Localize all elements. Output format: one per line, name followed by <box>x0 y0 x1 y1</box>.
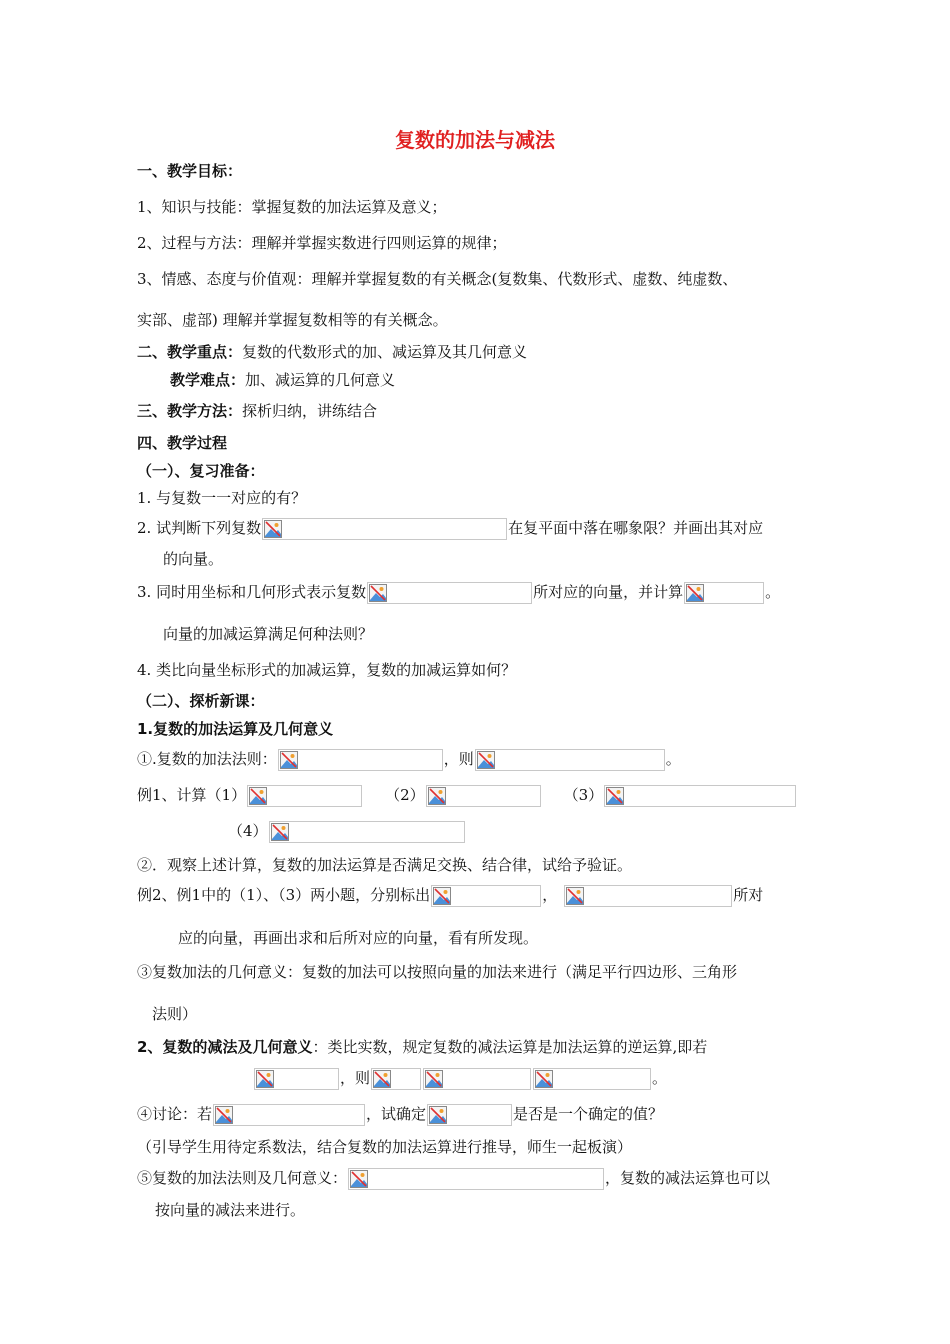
document-title: 复数的加法与减法 <box>395 128 555 152</box>
section-1-heading: 一、教学目标： <box>137 162 243 180</box>
broken-image-icon <box>423 1068 531 1090</box>
subtraction-formula-line <box>253 1067 667 1090</box>
broken-image-icon <box>278 749 443 771</box>
objective-3-cont: 实部、虚部) 理解并掌握复数相等的有关概念。 <box>137 311 448 329</box>
broken-image-icon <box>269 821 465 843</box>
subtraction-text-b: ，则 <box>340 1069 371 1087</box>
review-q3-cont: 向量的加减运算满足何种法则？ <box>163 625 374 643</box>
broken-image-icon <box>564 885 732 907</box>
subtraction-line <box>137 1036 707 1058</box>
key-point-text: 复数的代数形式的加、减运算及其几何意义 <box>242 343 528 361</box>
addition-heading: 1.复数的加法运算及几何意义 <box>137 720 334 738</box>
objective-2: 2、过程与方法：理解并掌握实数进行四则运算的规律； <box>137 234 507 252</box>
example-2-line <box>137 884 763 907</box>
guidance-line: （引导学生用待定系数法，结合复数的加法运算进行推导，师生一起板演） <box>137 1138 633 1156</box>
broken-image-icon <box>431 885 541 907</box>
rule5-text-a: ⑤复数的加法法则及几何意义： <box>137 1169 348 1187</box>
subtraction-rule-cont: 按向量的减法来进行。 <box>155 1201 306 1219</box>
rule1-text-b: ，则 <box>443 750 474 768</box>
review-q2 <box>137 517 763 540</box>
ex2-text-c: 所对 <box>733 886 764 904</box>
new-lesson-heading: （二）、探析新课： <box>137 692 265 710</box>
key-point-label: 二、教学重点： <box>137 343 243 361</box>
addition-rule <box>137 748 681 771</box>
method-text: 探析归纳，讲练结合 <box>242 402 378 420</box>
broken-image-icon <box>213 1104 365 1126</box>
example-1-line <box>137 784 797 807</box>
discussion-text-b: ，试确定 <box>366 1105 427 1123</box>
q3-text-c: 。 <box>765 583 781 601</box>
example-1-part-4 <box>228 820 466 843</box>
method-label: 三、教学方法： <box>137 402 243 420</box>
discussion-text-a: ④讨论：若 <box>137 1105 213 1123</box>
key-point-line <box>137 341 527 363</box>
broken-image-icon <box>367 582 532 604</box>
example-2-cont: 应的向量，再画出求和后所对应的向量，看有所发现。 <box>178 929 539 947</box>
subtraction-text-c: 。 <box>652 1069 668 1087</box>
q2-text-b: 在复平面中落在哪象限？并画出其对应 <box>508 519 764 537</box>
difficulty-label: 教学难点： <box>170 371 246 389</box>
review-q2-cont: 的向量。 <box>163 550 224 568</box>
broken-image-icon <box>247 785 362 807</box>
review-heading: （一）、复习准备： <box>137 462 265 480</box>
q3-text-a: 3. 同时用坐标和几何形式表示复数 <box>137 583 367 601</box>
objective-1: 1、知识与技能：掌握复数的加法运算及意义； <box>137 198 447 216</box>
subtraction-rule-line <box>137 1167 770 1190</box>
rule5-text-b: ，复数的减法运算也可以 <box>605 1169 771 1187</box>
difficulty-line <box>170 369 395 391</box>
observation-line: ②．观察上述计算，复数的加法运算是否满足交换、结合律，试给予验证。 <box>137 856 633 874</box>
broken-image-icon <box>371 1068 421 1090</box>
review-q1: 1. 与复数一一对应的有？ <box>137 489 307 507</box>
subtraction-text: ：类比实数，规定复数的减法运算是加法运算的逆运算,即若 <box>312 1038 708 1056</box>
difficulty-text: 加、减运算的几何意义 <box>245 371 396 389</box>
ex1-part-2-label: （2） <box>385 786 425 804</box>
review-q4: 4. 类比向量坐标形式的加减运算，复数的加减运算如何？ <box>137 661 517 679</box>
geometric-meaning-cont: 法则） <box>152 1005 198 1023</box>
broken-image-icon <box>475 749 665 771</box>
ex2-text-a: 例2、例1中的（1）、（3）两小题，分别标出 <box>137 886 431 904</box>
broken-image-icon <box>533 1068 651 1090</box>
q2-text-a: 2. 试判断下列复数 <box>137 519 262 537</box>
broken-image-icon <box>262 518 507 540</box>
method-line <box>137 400 377 422</box>
broken-image-icon <box>604 785 796 807</box>
rule1-text-a: ①.复数的加法法则： <box>137 750 277 768</box>
ex1-label: 例1、计算（1） <box>137 786 247 804</box>
subtraction-heading: 2、复数的减法及几何意义 <box>137 1038 313 1056</box>
broken-image-icon <box>426 785 541 807</box>
q3-text-b: 所对应的向量，并计算 <box>533 583 684 601</box>
review-q3 <box>137 581 780 604</box>
broken-image-icon <box>427 1104 512 1126</box>
discussion-text-c: 是否是一个确定的值？ <box>513 1105 664 1123</box>
ex2-text-b: ， <box>542 886 558 904</box>
discussion-line <box>137 1103 663 1126</box>
section-4-heading: 四、教学过程 <box>137 434 228 452</box>
ex1-part-3-label: （3） <box>563 786 604 804</box>
geometric-meaning: ③复数加法的几何意义：复数的加法可以按照向量的加法来进行（满足平行四边形、三角形 <box>137 963 738 981</box>
broken-image-icon <box>254 1068 339 1090</box>
broken-image-icon <box>348 1168 604 1190</box>
objective-3: 3、情感、态度与价值观：理解并掌握复数的有关概念(复数集、代数形式、虚数、纯虚数、 <box>137 270 738 288</box>
rule1-text-c: 。 <box>665 750 681 768</box>
broken-image-icon <box>684 582 764 604</box>
ex1-part-4-label: （4） <box>228 822 268 840</box>
